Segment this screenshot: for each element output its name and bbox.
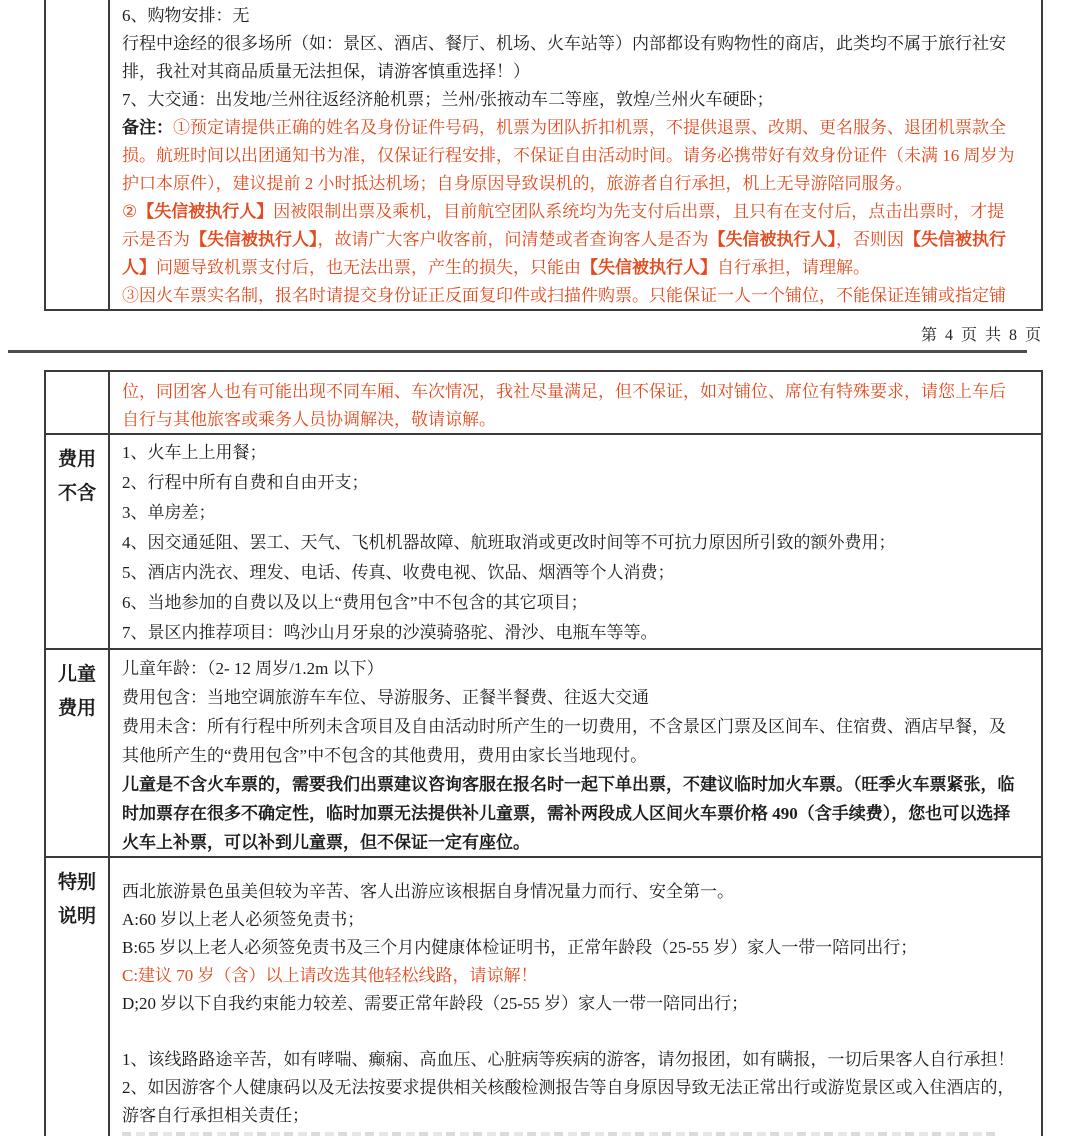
text: 7、大交通：出发地/兰州往返经济舱机票；兰州/张掖动车二等座，敦煌/兰州火车硬卧； [122,90,774,109]
special-note-line-c [122,962,1033,990]
blank-line [122,1018,1033,1046]
text: ①预定请提供正确的姓名及身份证件号码，机票为团队折扣机票，不提供退票、改期、更名服务、退团机票款全 [173,118,1006,137]
text: 5、酒店内洗衣、理发、电话、传真、收费电视、饮品、烟酒等个人消费； [122,563,675,582]
label-line: 费用 [57,449,96,470]
remark-line-6 [122,254,1033,282]
special-note-line [122,1046,1033,1074]
text: 1、火车上上用餐； [122,443,267,462]
text: 游客自行承担相关责任； [122,1106,309,1125]
text: 自行与其他旅客或乘务人员协调解决，敬请谅解。 [122,410,496,429]
text: 6、购物安排：无 [122,6,250,25]
text: A:60 岁以上老人必须签免责书； [122,910,365,929]
continuation-empty-label-cell [46,372,110,433]
text: 1、该线路路途辛苦，如有哮喘、癫痫、高血压、心脏病等疾病的游客，请勿报团，如有瞒报，一切后果客人自行承担！ [122,1050,1015,1069]
text: 其他所产生的“费用包含”中不包含的其他费用，费用由家长当地现付。 [122,746,648,765]
text: ③因火车票实名制，报名时请提交身份证正反面复印件或扫描件购票。只能保证一人一个铺位，不能保证连铺或指定铺 [122,286,1006,305]
text: 儿童年龄：（2- 12 周岁/1.2m 以下） [122,659,384,678]
child-fee-content-cell [110,650,1041,856]
child-fee-exclude-line [122,741,1033,770]
fees-excluded-content-cell [110,435,1041,648]
text: 6、当地参加的自费以及以上“费用包含”中不包含的其它项目； [122,593,588,612]
child-train-ticket-line [122,770,1033,799]
section-label-special-notes [46,858,110,1136]
text: 行程中途经的很多场所（如：景区、酒店、餐厅、机场、火车站等）内部都设有购物性的商店，此类均不属于旅行社安 [122,34,1006,53]
text: 时加票存在很多不确定性，临时加票无法提供补儿童票，需补两段成人区间火车票价格 490（含手续费），您也可以选择 [122,804,1011,823]
dishonest-person-tag: 【失信被执行 [904,230,1006,249]
remark-line-3 [122,170,1033,198]
remark-line-7 [122,282,1033,309]
child-train-ticket-line [122,828,1033,856]
text: ，否则因 [836,230,904,249]
page-separator-line [8,350,1027,353]
label-line: 儿童 [57,664,96,685]
text: 自行承担，请理解。 [717,258,870,277]
remark-line-2 [122,142,1033,170]
label-line: 特别 [57,872,96,893]
remark-line-4 [122,198,1033,226]
text: 西北旅游景色虽美但较为辛苦、客人出游应该根据自身情况量力而行、安全第一。 [122,882,734,901]
continuation-line [122,406,1033,433]
section-label-fees-excluded [46,435,110,648]
fee-excluded-item [122,438,1033,468]
text: 排，我社对其商品质量无法担保，请游客慎重选择！） [122,62,530,81]
special-note-line-d [122,990,1033,1018]
text: 4、因交通延阻、罢工、天气、飞机机器故障、航班取消或更改时间等不可抗力原因所引致的额外费用； [122,533,896,552]
transport-line [122,86,1033,114]
text: 费用包含：当地空调旅游车车位、导游服务、正餐半餐费、往返大交通 [122,688,649,707]
child-fee-exclude-line [122,712,1033,741]
fee-excluded-item [122,468,1033,498]
label-line: 说明 [57,906,96,927]
fee-excluded-item [122,558,1033,588]
fee-excluded-item [122,618,1033,648]
fees-excluded-row [46,435,1041,650]
text: 7、景区内推荐项目：鸣沙山月牙泉的沙漠骑骆驼、滑沙、电瓶车等等。 [122,623,658,642]
text: 护口本原件），建议提前 2 小时抵达机场；自身原因导致误机的，旅游者自行承担，机上无导游陪同服务。 [122,174,913,193]
continuation-row [46,372,1041,435]
special-notes-content-cell [110,858,1041,1136]
text: 2、行程中所有自费和自由开支； [122,473,369,492]
text: C:建议 70 岁（含）以上请改选其他轻松线路，请谅解！ [122,966,538,985]
dishonest-person-tag: 【失信被执行人】 [581,258,717,277]
page4-empty-label-cell [46,0,110,309]
dishonest-person-tag: 【失信被执行人】 [190,230,318,249]
page4-row [46,0,1041,309]
child-fee-include-line [122,683,1033,712]
special-note-line [122,1102,1033,1130]
section-label-child-fee [46,650,110,856]
fee-excluded-item [122,588,1033,618]
special-notes-row [46,858,1041,1136]
fee-excluded-item [122,528,1033,558]
text: ，故请广大客户收客前，问清楚或者查询客人是否为 [317,230,709,249]
label-line: 不含 [57,483,96,504]
page4-content-cell [110,0,1041,309]
page4-table [44,0,1043,311]
text: 费用未含：所有行程中所列未含项目及自由活动时所产生的一切费用，不含景区门票及区间车、住宿费、酒店早餐，及 [122,717,1006,736]
text: 因被限制出票及乘机，目前航空团队系统均为先支付后出票，且只有在支付后，点击出票时，才提 [273,202,1005,221]
fee-excluded-item [122,498,1033,528]
shopping-note-line [122,58,1033,86]
text: 示是否为 [122,230,190,249]
child-fee-row [46,650,1041,858]
label-line: 费用 [57,698,96,719]
special-note-line-a [122,906,1033,934]
text: 损。航班时间以出团通知书为准，仅保证行程安排，不保证自由活动时间。请务必携带好有效身份证件（未满 16 周岁为 [122,146,1015,165]
text: ② [122,202,138,221]
special-note-line-b [122,934,1033,962]
continuation-line [122,378,1033,406]
text: D;20 岁以下自我约束能力较差、需要正常年龄段（25-55 岁）家人一带一陪同出行； [122,994,749,1013]
dishonest-person-tag: 人】 [122,258,156,277]
special-note-line [122,878,1033,906]
text: 儿童是不含火车票的，需要我们出票建议咨询客服在报名时一起下单出票，不建议临时加火车票。（旺季火车票紧张，临 [122,775,1015,794]
special-note-line [122,1074,1033,1102]
text: 问题导致机票支付后，也无法出票，产生的损失，只能由 [156,258,581,277]
dishonest-person-tag: 【失信被执行人】 [708,230,836,249]
text: 2、如因游客个人健康码以及无法按要求提供相关核酸检测报告等自身原因导致无法正常出行或游览景区或入住酒店的， [122,1078,1015,1097]
text: 位，同团客人也有可能出现不同车厢、车次情况，我社尽量满足，但不保证，如对铺位、席位有特殊要求，请您上车后 [122,382,1006,401]
text: B:65 岁以上老人必须签免责书及三个月内健康体检证明书，正常年龄段（25-55 岁）家人一带一陪同出行； [122,938,918,957]
remark-line-1 [122,114,1033,142]
remark-line-5 [122,226,1033,254]
text: 火车上补票，可以补到儿童票，但不保证一定有座位。 [122,833,530,852]
shopping-arrangement-line [122,2,1033,30]
remark-prefix: 备注： [122,118,173,137]
page-number: 第 4 页 共 8 页 [920,327,1043,344]
clipped-text-line [122,1132,997,1136]
shopping-note-line [122,30,1033,58]
child-train-ticket-line [122,799,1033,828]
text: 3、单房差； [122,503,216,522]
dishonest-person-tag: 【失信被执行人】 [137,202,274,221]
child-age-line [122,654,1033,683]
continuation-content-cell [110,372,1041,433]
page5-table [44,370,1043,1136]
